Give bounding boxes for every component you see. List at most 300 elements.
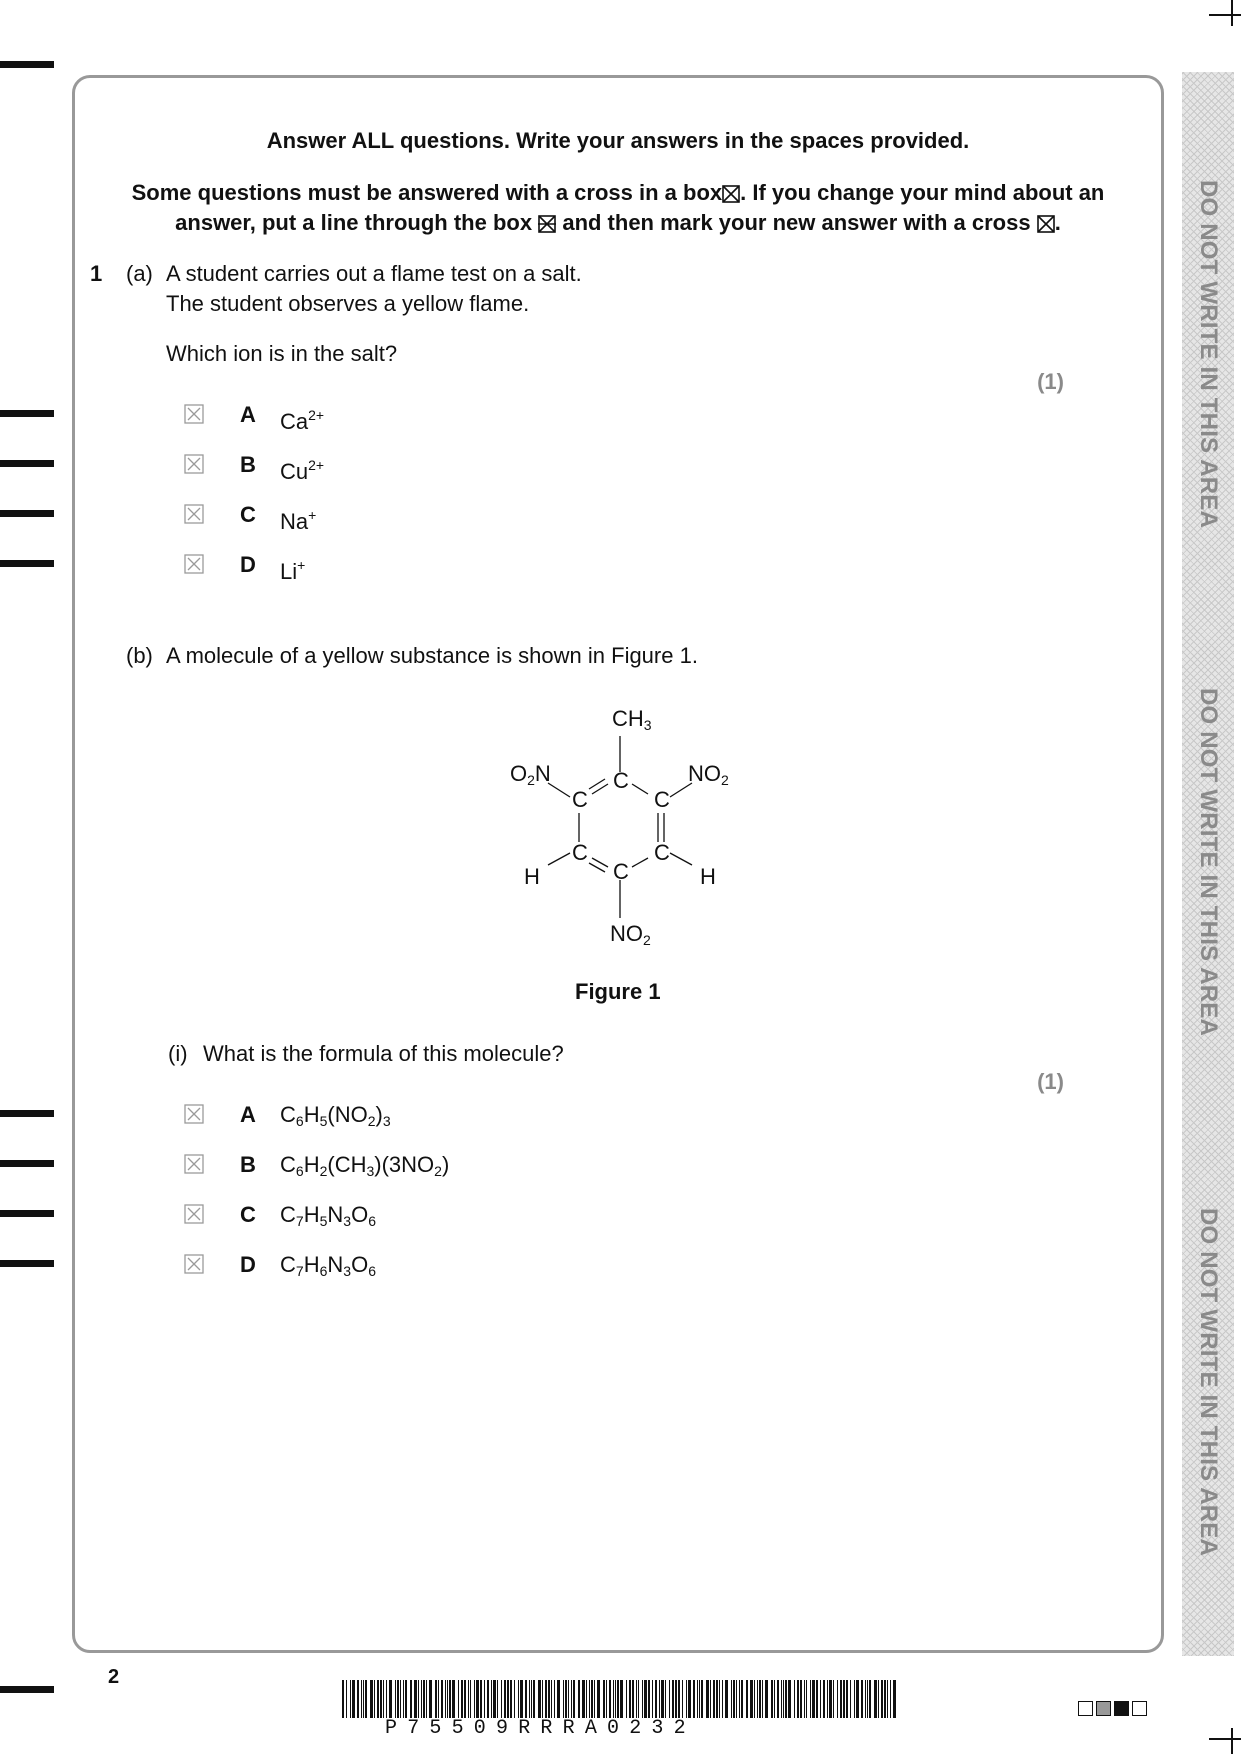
barcode-bar — [617, 1680, 619, 1718]
answer-checkbox[interactable] — [184, 1204, 204, 1224]
atom-label-c: C — [572, 840, 588, 865]
barcode-bar — [865, 1680, 866, 1718]
atom-subscript: 2 — [527, 772, 535, 788]
barcode-bar — [632, 1680, 634, 1718]
atom-label-h: H — [524, 864, 540, 889]
barcode-bar — [594, 1680, 595, 1718]
barcode-bar — [759, 1680, 761, 1718]
barcode-bar — [693, 1680, 695, 1718]
formula-text: C — [280, 1202, 296, 1227]
barcode-text: P75509RRRA0232 — [385, 1717, 696, 1740]
crop-mark — [1209, 14, 1241, 16]
barcode-bar — [652, 1680, 653, 1718]
barcode-bar — [447, 1680, 448, 1718]
barcode-bar — [403, 1680, 404, 1718]
crop-mark — [1209, 1738, 1241, 1740]
barcode-bar — [374, 1680, 375, 1718]
barcode-bar — [810, 1680, 811, 1718]
barcode-bar — [644, 1680, 647, 1718]
barcode-bar — [661, 1680, 664, 1718]
crop-mark — [1231, 0, 1233, 26]
option-letter: A — [240, 402, 256, 427]
barcode-bar — [531, 1680, 532, 1718]
barcode-bar — [480, 1680, 482, 1718]
barcode-bar — [797, 1680, 799, 1718]
atom-subscript: 3 — [643, 717, 652, 733]
ion-charge: + — [297, 557, 306, 573]
barcode-bar — [568, 1680, 569, 1718]
formula-text: C — [280, 1152, 296, 1177]
option-letter: B — [240, 1152, 256, 1177]
answer-option[interactable] — [184, 450, 784, 484]
formula-subscript: 7 — [295, 1263, 304, 1279]
barcode-bar — [520, 1680, 523, 1718]
barcode-bar — [383, 1680, 384, 1718]
barcode-bar — [629, 1680, 631, 1718]
page-indicator-square — [1078, 1701, 1093, 1716]
formula-text: ) — [375, 1102, 383, 1127]
barcode-bar — [435, 1680, 437, 1718]
subpart-label: (i) — [168, 1041, 188, 1066]
barcode-bar — [706, 1680, 709, 1718]
instructions-line-1 — [90, 126, 1146, 156]
barcode-bar — [380, 1680, 382, 1718]
option-letter: C — [240, 502, 256, 527]
formula-text: O — [351, 1252, 369, 1277]
atom-label-ch3 — [612, 704, 652, 740]
atom-text: NO — [688, 761, 721, 786]
formula-subscript: 2 — [434, 1163, 442, 1179]
ion-charge: 2+ — [308, 457, 325, 473]
barcode-bar — [881, 1680, 883, 1718]
barcode-bar — [829, 1680, 832, 1718]
answer-checkbox[interactable] — [184, 1154, 204, 1174]
instructions-text: answer, put a line through the box — [175, 210, 533, 235]
barcode-bar — [655, 1680, 657, 1718]
barcode-bar — [713, 1680, 715, 1718]
ion-symbol: Cu — [280, 459, 309, 484]
barcode-bar — [665, 1680, 666, 1718]
barcode-bar — [563, 1680, 564, 1718]
option-text — [280, 1200, 376, 1236]
barcode-bar — [867, 1680, 868, 1718]
barcode-bar — [887, 1680, 888, 1718]
instructions-text: Some questions must be answered with a cross in a box — [131, 180, 723, 205]
atom-subscript: 2 — [643, 932, 651, 948]
barcode-bar — [800, 1680, 802, 1718]
do-not-write-label: DO NOT WRITE IN THIS AREA — [1195, 179, 1222, 529]
bond-lines — [548, 736, 692, 918]
barcode-bar — [529, 1680, 530, 1718]
atom-label-c: C — [613, 859, 629, 884]
barcode-bar — [476, 1680, 479, 1718]
barcode-bar — [804, 1680, 805, 1718]
option-text — [280, 500, 316, 537]
barcode-bar — [606, 1680, 607, 1718]
timing-mark — [0, 410, 54, 417]
answer-checkbox[interactable] — [184, 504, 204, 524]
barcode-bar — [739, 1680, 740, 1718]
answer-option[interactable] — [184, 500, 784, 534]
formula-subscript: 6 — [295, 1163, 304, 1179]
barcode-bar — [840, 1680, 842, 1718]
barcode-bar — [774, 1680, 775, 1718]
barcode-bar — [514, 1680, 515, 1718]
option-text — [280, 1150, 449, 1186]
atom-text: CH — [612, 706, 644, 731]
barcode-bar — [686, 1680, 687, 1718]
barcode-bar — [458, 1680, 459, 1718]
barcode-bar — [699, 1680, 700, 1718]
formula-subscript: 6 — [368, 1213, 376, 1229]
barcode-bar — [856, 1680, 859, 1718]
barcode-bar — [565, 1680, 567, 1718]
question-prompt: Which ion is in the salt? — [166, 341, 398, 366]
barcode-bar — [491, 1680, 492, 1718]
atom-label-c: C — [613, 768, 629, 793]
barcode-bar — [578, 1680, 580, 1718]
barcode-bar — [426, 1680, 427, 1718]
ion-symbol: Ca — [280, 409, 309, 434]
barcode-bar — [636, 1680, 637, 1718]
crop-mark — [1231, 1728, 1233, 1754]
crossed-box-icon — [722, 185, 740, 203]
do-not-write-label: DO NOT WRITE IN THIS AREA — [1195, 687, 1222, 1037]
barcode-bar — [418, 1680, 419, 1718]
barcode-bar — [806, 1680, 807, 1718]
answer-checkbox[interactable] — [184, 1254, 204, 1274]
instructions-text: and then mark your new answer with a cross — [562, 210, 1031, 235]
formula-subscript: 3 — [343, 1213, 352, 1229]
answer-checkbox[interactable] — [184, 404, 204, 424]
timing-mark — [0, 560, 54, 567]
barcode-bar — [741, 1680, 743, 1718]
barcode-bar — [554, 1680, 555, 1718]
page-indicator-square — [1096, 1701, 1111, 1716]
barcode-bar — [733, 1680, 735, 1718]
barcode-bar — [470, 1680, 471, 1718]
formula-subscript: 3 — [366, 1163, 375, 1179]
barcode-bar — [878, 1680, 879, 1718]
barcode-bar — [884, 1680, 886, 1718]
barcode-bar — [370, 1680, 373, 1718]
timing-mark — [0, 1260, 54, 1267]
barcode-bar — [449, 1680, 451, 1718]
barcode-bar — [788, 1680, 791, 1718]
barcode-bar — [591, 1680, 593, 1718]
barcode-bar — [827, 1680, 828, 1718]
barcode-bar — [771, 1680, 773, 1718]
barcode-bar — [395, 1680, 396, 1718]
barcode-bar — [736, 1680, 737, 1718]
barcode-bar — [510, 1680, 512, 1718]
barcode-bar — [518, 1680, 519, 1718]
barcode-bar — [557, 1680, 560, 1718]
timing-mark — [0, 460, 54, 467]
answer-checkbox[interactable] — [184, 1104, 204, 1124]
barcode-bar — [688, 1680, 691, 1718]
answer-checkbox[interactable] — [184, 454, 204, 474]
timing-mark — [0, 1160, 54, 1167]
atom-label-c: C — [572, 787, 588, 812]
option-text — [280, 450, 324, 487]
barcode-bar — [750, 1680, 753, 1718]
instructions-line-2 — [90, 178, 1146, 208]
barcode-bar — [861, 1680, 863, 1718]
atom-text: N — [534, 761, 551, 786]
barcode — [342, 1680, 898, 1718]
barcode-bar — [421, 1680, 422, 1718]
page-indicator-square — [1132, 1701, 1147, 1716]
answer-option[interactable] — [184, 1150, 784, 1180]
formula-text: (NO — [327, 1102, 368, 1127]
barcode-bar — [533, 1680, 535, 1718]
barcode-bar — [525, 1680, 527, 1718]
page-number: 2 — [108, 1666, 120, 1688]
formula-text: ) — [441, 1152, 450, 1177]
barcode-bar — [429, 1680, 432, 1718]
option-letter: D — [240, 1252, 256, 1277]
ion-charge: + — [308, 507, 317, 523]
barcode-bar — [438, 1680, 439, 1718]
barcode-bar — [638, 1680, 639, 1718]
option-letter: D — [240, 552, 256, 577]
formula-text: (CH — [327, 1152, 367, 1177]
barcode-bar — [551, 1680, 552, 1718]
barcode-bar — [783, 1680, 784, 1718]
barcode-bar — [762, 1680, 763, 1718]
barcode-bar — [609, 1680, 611, 1718]
barcode-bar — [754, 1680, 755, 1718]
ion-symbol: Li — [280, 559, 298, 584]
barcode-bar — [794, 1680, 795, 1718]
barcode-bar — [542, 1680, 543, 1718]
barcode-bar — [548, 1680, 550, 1718]
timing-mark — [0, 1210, 54, 1217]
barcode-bar — [833, 1680, 834, 1718]
barcode-bar — [350, 1680, 351, 1718]
instructions-text: Answer ALL questions. Write your answers in the spaces provided. — [266, 128, 970, 153]
answer-option[interactable] — [184, 1200, 784, 1230]
formula-text: H — [303, 1252, 320, 1277]
barcode-bar — [386, 1680, 387, 1718]
option-letter: C — [240, 1202, 256, 1227]
answer-checkbox[interactable] — [184, 554, 204, 574]
barcode-bar — [701, 1680, 703, 1718]
barcode-bar — [613, 1680, 614, 1718]
instructions-text: . If you change your mind about an — [740, 180, 1105, 205]
barcode-bar — [589, 1680, 590, 1718]
formula-subscript: 5 — [319, 1213, 328, 1229]
question-prompt: What is the formula of this molecule? — [203, 1041, 564, 1066]
barcode-bar — [757, 1680, 758, 1718]
formula-subscript: 3 — [343, 1263, 352, 1279]
barcode-bar — [850, 1680, 851, 1718]
option-text — [280, 1100, 391, 1136]
barcode-bar — [487, 1680, 489, 1718]
timing-mark — [0, 1110, 54, 1117]
barcode-bar — [545, 1680, 547, 1718]
instructions-line-3 — [90, 208, 1146, 238]
barcode-bar — [659, 1680, 660, 1718]
formula-text: H — [303, 1152, 320, 1177]
barcode-bar — [816, 1680, 818, 1718]
barcode-bar — [620, 1680, 623, 1718]
atom-label-c: C — [654, 840, 670, 865]
barcode-bar — [615, 1680, 616, 1718]
barcode-bar — [781, 1680, 782, 1718]
barcode-bar — [377, 1680, 379, 1718]
question-text: The student observes a yellow flame. — [166, 291, 530, 316]
barcode-bar — [342, 1680, 344, 1718]
barcode-bar — [837, 1680, 838, 1718]
formula-text: H — [303, 1202, 320, 1227]
barcode-bar — [504, 1680, 506, 1718]
atom-label-h: H — [700, 864, 716, 889]
barcode-bar — [397, 1680, 399, 1718]
barcode-bar — [461, 1680, 463, 1718]
barcode-bar — [820, 1680, 821, 1718]
barcode-bar — [582, 1680, 585, 1718]
barcode-bar — [352, 1680, 355, 1718]
barcode-bar — [626, 1680, 627, 1718]
formula-text: )(3NO — [374, 1152, 435, 1177]
barcode-bar — [571, 1680, 572, 1718]
barcode-bar — [722, 1680, 723, 1718]
barcode-bar — [538, 1680, 541, 1718]
atom-label-o2n — [510, 759, 551, 795]
atom-text: O — [510, 761, 528, 786]
page-indicator-square — [1114, 1701, 1129, 1716]
barcode-bar — [405, 1680, 407, 1718]
barcode-bar — [501, 1680, 502, 1718]
barcode-bar — [843, 1680, 845, 1718]
barcode-bar — [812, 1680, 815, 1718]
figure-caption: Figure 1 — [575, 979, 661, 1004]
formula-text: N — [327, 1252, 344, 1277]
barcode-bar — [464, 1680, 466, 1718]
formula-subscript: 5 — [319, 1113, 328, 1129]
formula-subscript: 6 — [368, 1263, 376, 1279]
barcode-bar — [716, 1680, 718, 1718]
barcode-bar — [445, 1680, 446, 1718]
part-label: (a) — [126, 261, 153, 286]
part-label: (b) — [126, 643, 153, 668]
barcode-bar — [597, 1680, 600, 1718]
formula-subscript: 2 — [319, 1163, 328, 1179]
barcode-bar — [441, 1680, 443, 1718]
barcode-bar — [823, 1680, 825, 1718]
barcode-bar — [389, 1680, 392, 1718]
barcode-bar — [414, 1680, 417, 1718]
option-text — [280, 550, 305, 587]
atom-text: NO — [610, 921, 643, 946]
barcode-bar — [854, 1680, 855, 1718]
barcode-bar — [474, 1680, 475, 1718]
barcode-bar — [678, 1680, 680, 1718]
answer-option[interactable] — [184, 550, 784, 584]
formula-subscript: 3 — [382, 1113, 391, 1129]
barcode-bar — [493, 1680, 496, 1718]
barcode-bar — [893, 1680, 896, 1718]
barcode-bar — [672, 1680, 674, 1718]
barcode-bar — [586, 1680, 587, 1718]
formula-text: C — [280, 1102, 296, 1127]
timing-mark — [0, 1686, 54, 1693]
answer-option[interactable] — [184, 400, 784, 434]
do-not-write-label: DO NOT WRITE IN THIS AREA — [1195, 1207, 1222, 1557]
option-letter: B — [240, 452, 256, 477]
barcode-bar — [682, 1680, 683, 1718]
crossed-box-icon — [1037, 215, 1055, 233]
marks-label: (1) — [1037, 369, 1064, 394]
formula-text: H — [303, 1102, 320, 1127]
answer-option[interactable] — [184, 1250, 784, 1280]
barcode-bar — [642, 1680, 643, 1718]
barcode-bar — [777, 1680, 779, 1718]
barcode-bar — [452, 1680, 455, 1718]
marks-label: (1) — [1037, 1069, 1064, 1094]
barcode-bar — [697, 1680, 698, 1718]
barcode-bar — [846, 1680, 848, 1718]
barcode-bar — [497, 1680, 498, 1718]
question-text: A molecule of a yellow substance is shown in Figure 1. — [166, 643, 698, 668]
atom-label-no2-bottom — [610, 919, 651, 955]
struck-box-icon — [538, 215, 556, 233]
barcode-bar — [890, 1680, 891, 1718]
ion-charge: 2+ — [308, 407, 325, 423]
barcode-bar — [675, 1680, 677, 1718]
formula-subscript: 6 — [295, 1113, 304, 1129]
atom-subscript: 2 — [721, 772, 729, 788]
barcode-bar — [410, 1680, 412, 1718]
instructions-text: . — [1054, 210, 1061, 235]
barcode-bar — [669, 1680, 670, 1718]
barcode-bar — [507, 1680, 509, 1718]
option-text — [280, 400, 324, 437]
barcode-bar — [573, 1680, 575, 1718]
barcode-bar — [603, 1680, 605, 1718]
formula-subscript: 7 — [295, 1213, 304, 1229]
barcode-bar — [785, 1680, 787, 1718]
barcode-bar — [719, 1680, 720, 1718]
barcode-bar — [423, 1680, 425, 1718]
option-letter: A — [240, 1102, 256, 1127]
barcode-bar — [346, 1680, 347, 1718]
barcode-bar — [484, 1680, 485, 1718]
barcode-bar — [357, 1680, 359, 1718]
barcode-bar — [746, 1680, 748, 1718]
atom-label-c: C — [654, 787, 670, 812]
barcode-bar — [361, 1680, 362, 1718]
formula-subscript: 6 — [319, 1263, 328, 1279]
timing-mark — [0, 61, 54, 68]
question-number: 1 — [90, 261, 103, 286]
formula-text: O — [351, 1202, 369, 1227]
atom-label-no2-right — [688, 759, 729, 795]
barcode-bar — [725, 1680, 728, 1718]
barcode-bar — [765, 1680, 768, 1718]
formula-text: C — [280, 1252, 296, 1277]
barcode-bar — [365, 1680, 367, 1718]
barcode-bar — [400, 1680, 401, 1718]
barcode-bar — [869, 1680, 871, 1718]
barcode-bar — [874, 1680, 877, 1718]
answer-option[interactable] — [184, 1100, 784, 1130]
barcode-bar — [648, 1680, 650, 1718]
option-text — [280, 1250, 376, 1286]
formula-text: N — [327, 1202, 344, 1227]
